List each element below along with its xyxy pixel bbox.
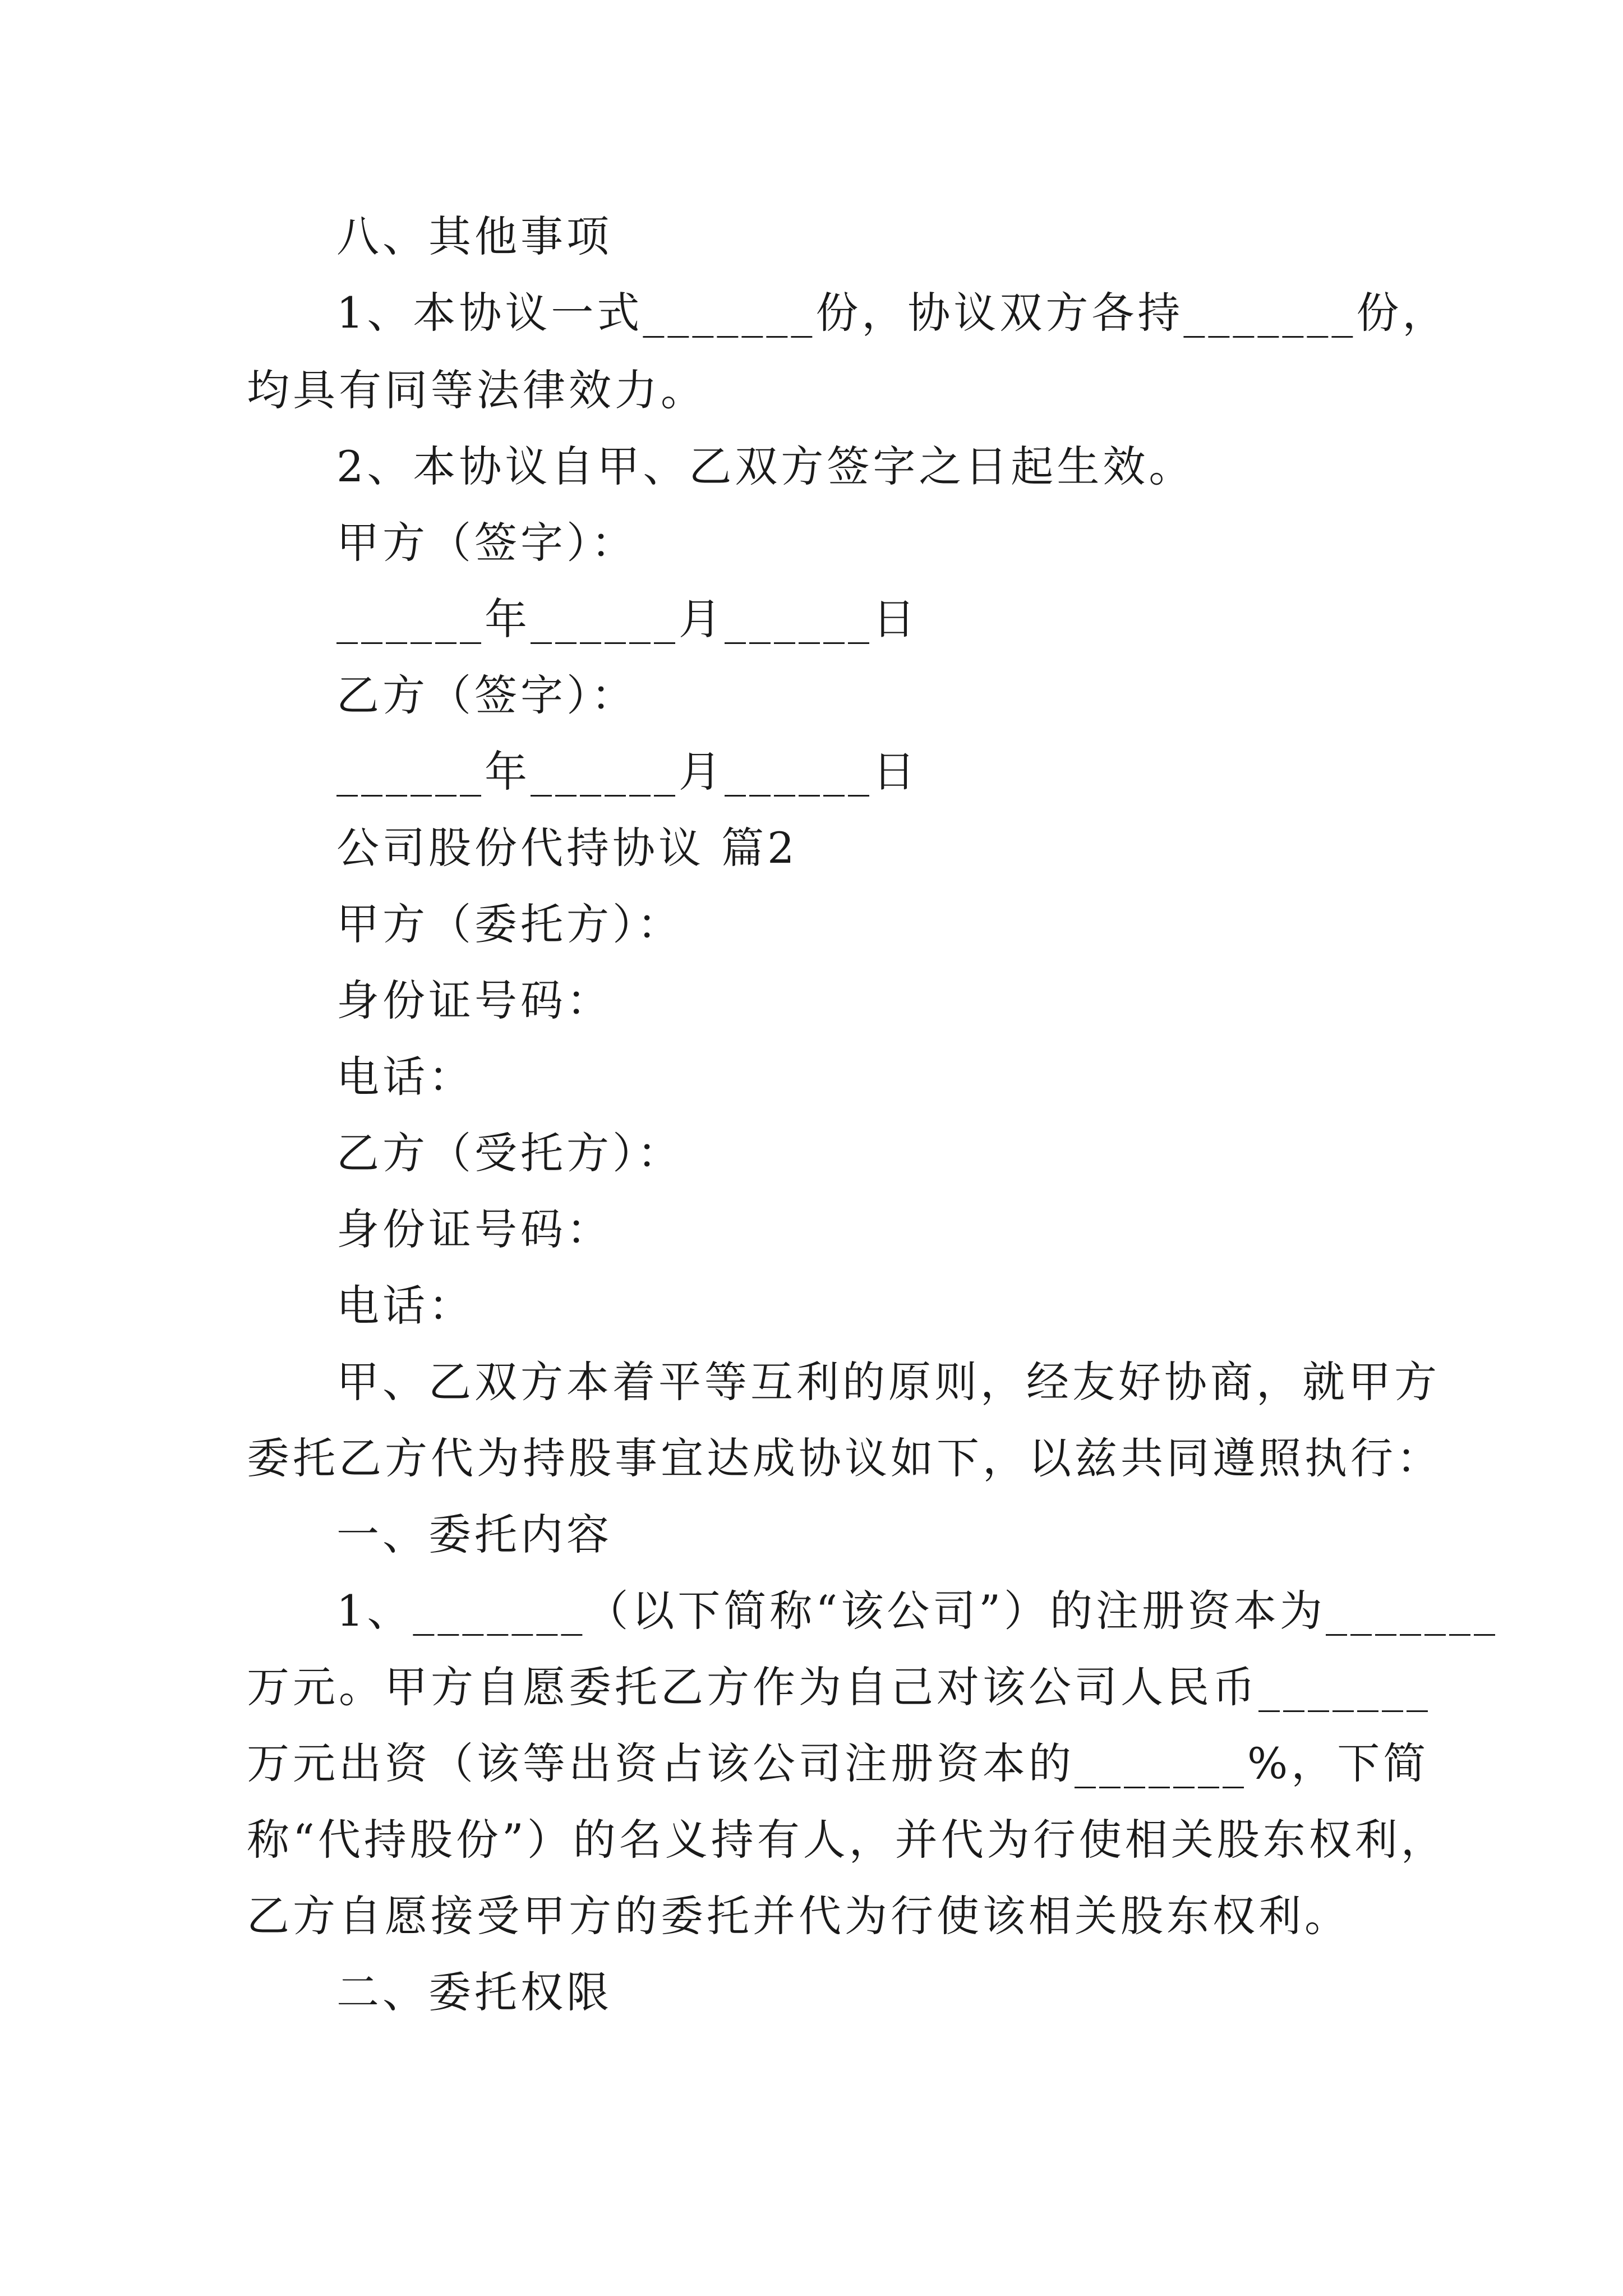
paragraph-line: 1、本协议一式_______份，协议双方各持_______份， [336, 288, 1449, 338]
document-title-part-2: 公司股份代持协议 篇2 [336, 823, 798, 873]
paragraph-line: 均具有同等法律效力。 [247, 365, 707, 415]
party-b-label: 乙方（受托方）： [336, 1128, 683, 1178]
section-heading-entrustment-authority: 二、委托权限 [336, 1967, 612, 2017]
paragraph-line: 2、本协议自甲、乙双方签字之日起生效。 [336, 441, 1195, 491]
paragraph-line: 乙方自愿接受甲方的委托并代为行使该相关股东权利。 [247, 1891, 1350, 1941]
date-blank-line: ______年______月______日 [336, 594, 919, 644]
paragraph-line: 委托乙方代为持股事宜达成协议如下，以兹共同遵照执行： [247, 1433, 1442, 1483]
paragraph-line: 甲、乙双方本着平等互利的原则，经友好协商，就甲方 [336, 1357, 1440, 1407]
section-heading-entrustment-content: 一、委托内容 [336, 1510, 612, 1559]
party-a-signature-label: 甲方（签字）： [336, 518, 637, 568]
id-number-label: 身份证号码： [336, 976, 612, 1025]
paragraph-line: 万元。甲方自愿委托乙方作为自己对该公司人民币_______ [247, 1662, 1431, 1712]
party-b-signature-label: 乙方（签字）： [336, 670, 637, 720]
paragraph-line: 1、_______（以下简称“该公司”）的注册资本为_______ [336, 1586, 1499, 1636]
date-blank-line: ______年______月______日 [336, 747, 919, 797]
paragraph-line: 万元出资（该等出资占该公司注册资本的_______%，下简 [247, 1738, 1430, 1788]
id-number-label: 身份证号码： [336, 1204, 612, 1254]
paragraph-line: 称“代持股份”）的名义持有人，并代为行使相关股东权利， [247, 1815, 1447, 1865]
phone-label: 电话： [336, 1052, 474, 1102]
phone-label: 电话： [336, 1281, 474, 1331]
section-heading-other-matters: 八、其他事项 [336, 211, 612, 261]
party-a-label: 甲方（委托方）： [336, 899, 683, 949]
